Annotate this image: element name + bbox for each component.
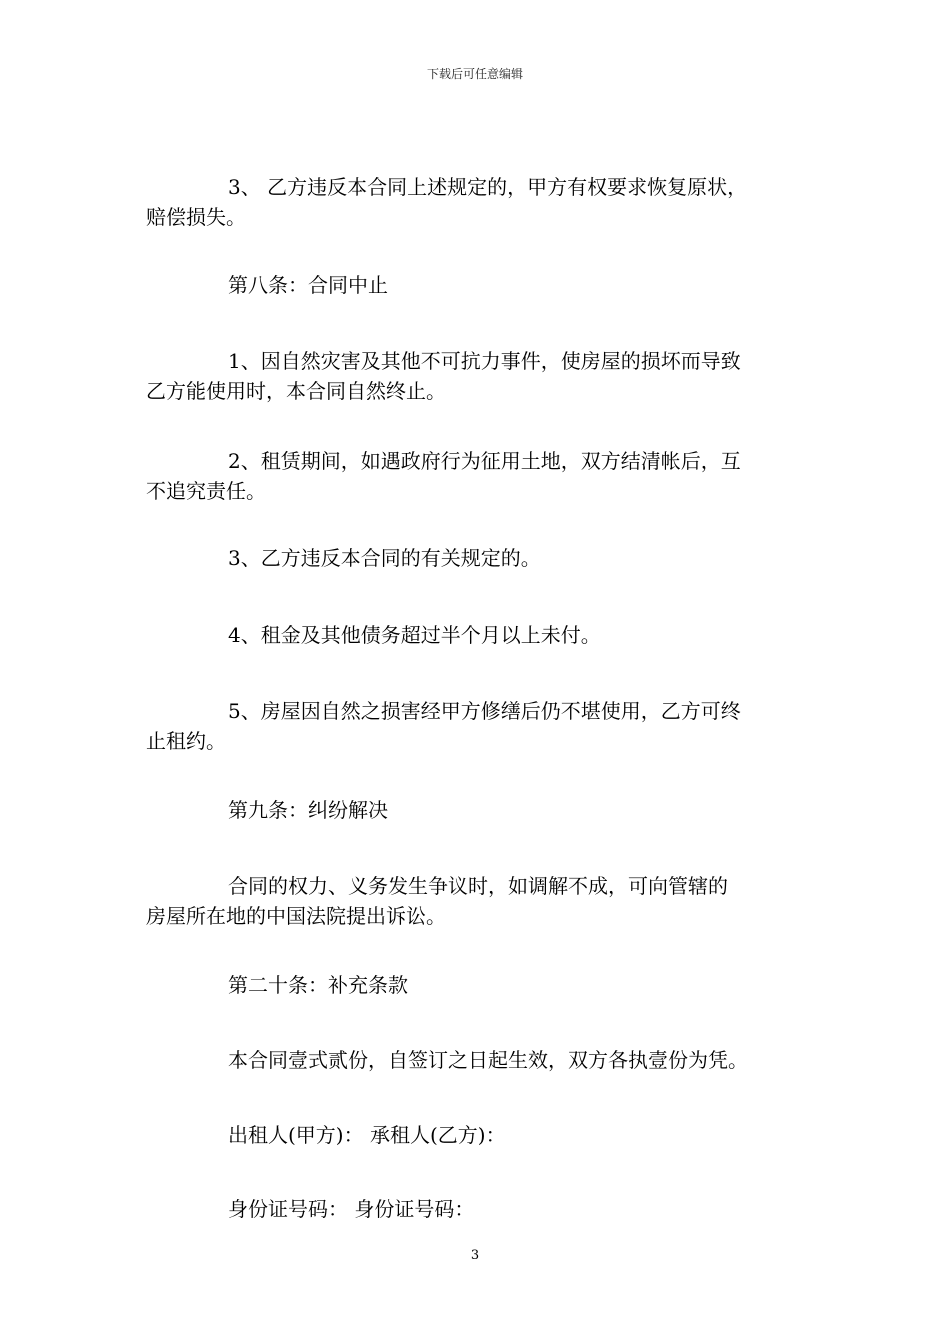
paragraph-line: 1、因自然灾害及其他不可抗力事件，使房屋的损坏而导致	[228, 349, 741, 373]
id-number-line	[146, 1194, 810, 1224]
section-heading	[146, 270, 810, 300]
clause-paragraph	[146, 696, 810, 756]
section-heading-text: 第九条：纠纷解决	[228, 798, 388, 822]
paragraph-line: 3、乙方违反本合同的有关规定的。	[228, 546, 541, 570]
paragraph-line: 合同的权力、义务发生争议时，如调解不成，可向管辖的	[228, 874, 728, 898]
page-header: 下载后可任意编辑	[426, 67, 523, 81]
section-heading	[146, 795, 810, 825]
paragraph-line: 不追究责任。	[146, 479, 266, 503]
paragraph-line: 止租约。	[146, 729, 226, 753]
clause-paragraph	[146, 446, 810, 506]
section-heading	[146, 970, 810, 1000]
clause-paragraph	[146, 346, 810, 406]
paragraph-line: 本合同壹式贰份，自签订之日起生效，双方各执壹份为凭。	[228, 1048, 748, 1072]
signature-parties-line	[146, 1120, 810, 1150]
clause-paragraph	[146, 1045, 810, 1075]
paragraph-line: 赔偿损失。	[146, 205, 246, 229]
section-heading-text: 第二十条：补充条款	[228, 973, 408, 997]
paragraph-line: 4、租金及其他债务超过半个月以上未付。	[228, 623, 601, 647]
paragraph-line: 身份证号码： 身份证号码：	[228, 1197, 475, 1221]
page-number: 3	[470, 1248, 480, 1263]
clause-paragraph	[146, 620, 810, 650]
clause-paragraph	[146, 543, 810, 573]
paragraph-line: 乙方能使用时，本合同自然终止。	[146, 379, 446, 403]
paragraph-line: 5、房屋因自然之损害经甲方修缮后仍不堪使用，乙方可终	[228, 699, 741, 723]
paragraph-line: 出租人(甲方)： 承租人(乙方)：	[228, 1123, 506, 1147]
clause-paragraph	[146, 871, 810, 931]
clause-paragraph	[146, 172, 810, 232]
paragraph-line: 房屋所在地的中国法院提出诉讼。	[146, 904, 446, 928]
paragraph-line: 3、 乙方违反本合同上述规定的，甲方有权要求恢复原状，	[228, 175, 748, 199]
paragraph-line: 2、租赁期间，如遇政府行为征用土地，双方结清帐后，互	[228, 449, 741, 473]
section-heading-text: 第八条：合同中止	[228, 273, 388, 297]
